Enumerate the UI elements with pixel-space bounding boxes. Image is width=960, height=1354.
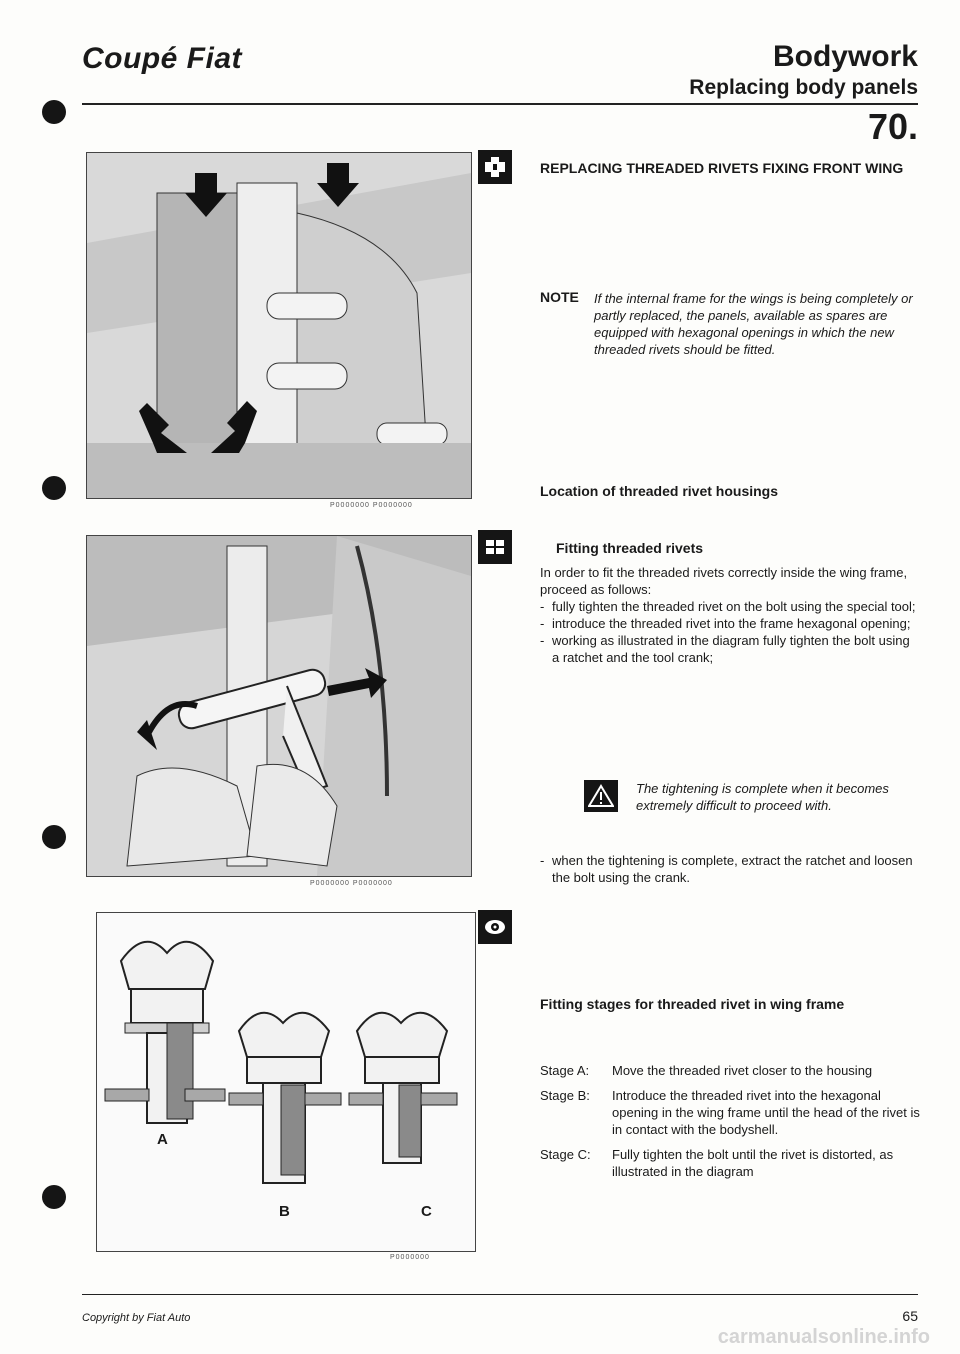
stages-heading: Fitting stages for threaded rivet in wing frame [540, 996, 845, 1012]
binder-hole [42, 1185, 66, 1209]
stage-item [540, 1062, 920, 1079]
figure-fitting-tool-drawing [87, 536, 471, 876]
fitting-step: - fully tighten the threaded rivet on the bolt using the special tool; [540, 598, 920, 615]
fitting-step: - working as illustrated in the diagram fully tighten the bolt using a ratchet and the tool crank; [540, 632, 920, 666]
warning-text: The tightening is complete when it becomes extremely difficult to proceed with. [636, 781, 889, 813]
fitting-intro: In order to fit the threaded rivets correctly inside the wing frame, proceed as follows: [540, 565, 908, 597]
fitting-grid-icon [478, 530, 512, 564]
section-title: Bodywork [772, 40, 918, 73]
final-step: - when the tightening is complete, extract the ratchet and loosen the bolt using the crank. [540, 852, 920, 886]
footer-page-number: 65 [902, 1308, 918, 1324]
main-title: REPLACING THREADED RIVETS FIXING FRONT WING [540, 160, 904, 176]
figure-1-caption: P0000000 P0000000 [330, 502, 413, 509]
fitting-steps-list [540, 598, 920, 666]
watermark-text: carmanualsonline.info [717, 1326, 930, 1348]
stage-item [540, 1087, 920, 1138]
stage-c-label: C [421, 1203, 432, 1220]
page-code: 70. [867, 106, 918, 147]
subsection-title: Replacing body panels [689, 76, 918, 99]
stage-text: Move the threaded rivet closer to the housing [612, 1063, 873, 1078]
binder-hole [42, 825, 66, 849]
figure-fitting-tool [86, 535, 472, 877]
visual-check-eye-icon [478, 910, 512, 944]
removal-tool-icon [478, 150, 512, 184]
binder-hole [42, 100, 66, 124]
stage-a-label: A [157, 1131, 168, 1148]
stage-text: Introduce the threaded rivet into the hexagonal opening in the wing frame until the head of the rivet is in contact with the bodyshell. [612, 1088, 920, 1137]
stage-label: Stage B: [540, 1088, 590, 1103]
stage-b-label: B [279, 1203, 290, 1220]
warning-icon [584, 780, 618, 812]
figure-fitting-stages-drawing [97, 913, 475, 1251]
figure-2-caption: P0000000 P0000000 [310, 880, 393, 887]
header-rule [82, 103, 918, 105]
figure-rivet-housings [86, 152, 472, 499]
figure-3-caption: P0000000 [390, 1254, 430, 1261]
fitting-heading: Fitting threaded rivets [556, 540, 704, 556]
figure-rivet-housings-drawing [87, 153, 471, 498]
figure-fitting-stages [96, 912, 476, 1252]
location-heading: Location of threaded rivet housings [540, 483, 779, 499]
final-step-list [540, 852, 920, 886]
fitting-step: - introduce the threaded rivet into the frame hexagonal opening; [540, 615, 920, 632]
footer-copyright: Copyright by Fiat Auto [82, 1312, 191, 1324]
binder-hole [42, 476, 66, 500]
brand-title: Coupé Fiat [82, 42, 242, 75]
note-text: If the internal frame for the wings is being completely or partly replaced, the panels, available as spares are equipped with hexagonal openings in which the new threaded rivets should be fitted. [594, 291, 913, 357]
stage-label: Stage A: [540, 1063, 590, 1078]
stage-item [540, 1146, 920, 1180]
stage-text: Fully tighten the bolt until the rivet is distorted, as illustrated in the diagram [612, 1147, 894, 1179]
stage-label: Stage C: [540, 1147, 591, 1162]
footer-rule [82, 1294, 918, 1295]
note-label: NOTE [540, 289, 579, 305]
stages-list [540, 1062, 920, 1188]
